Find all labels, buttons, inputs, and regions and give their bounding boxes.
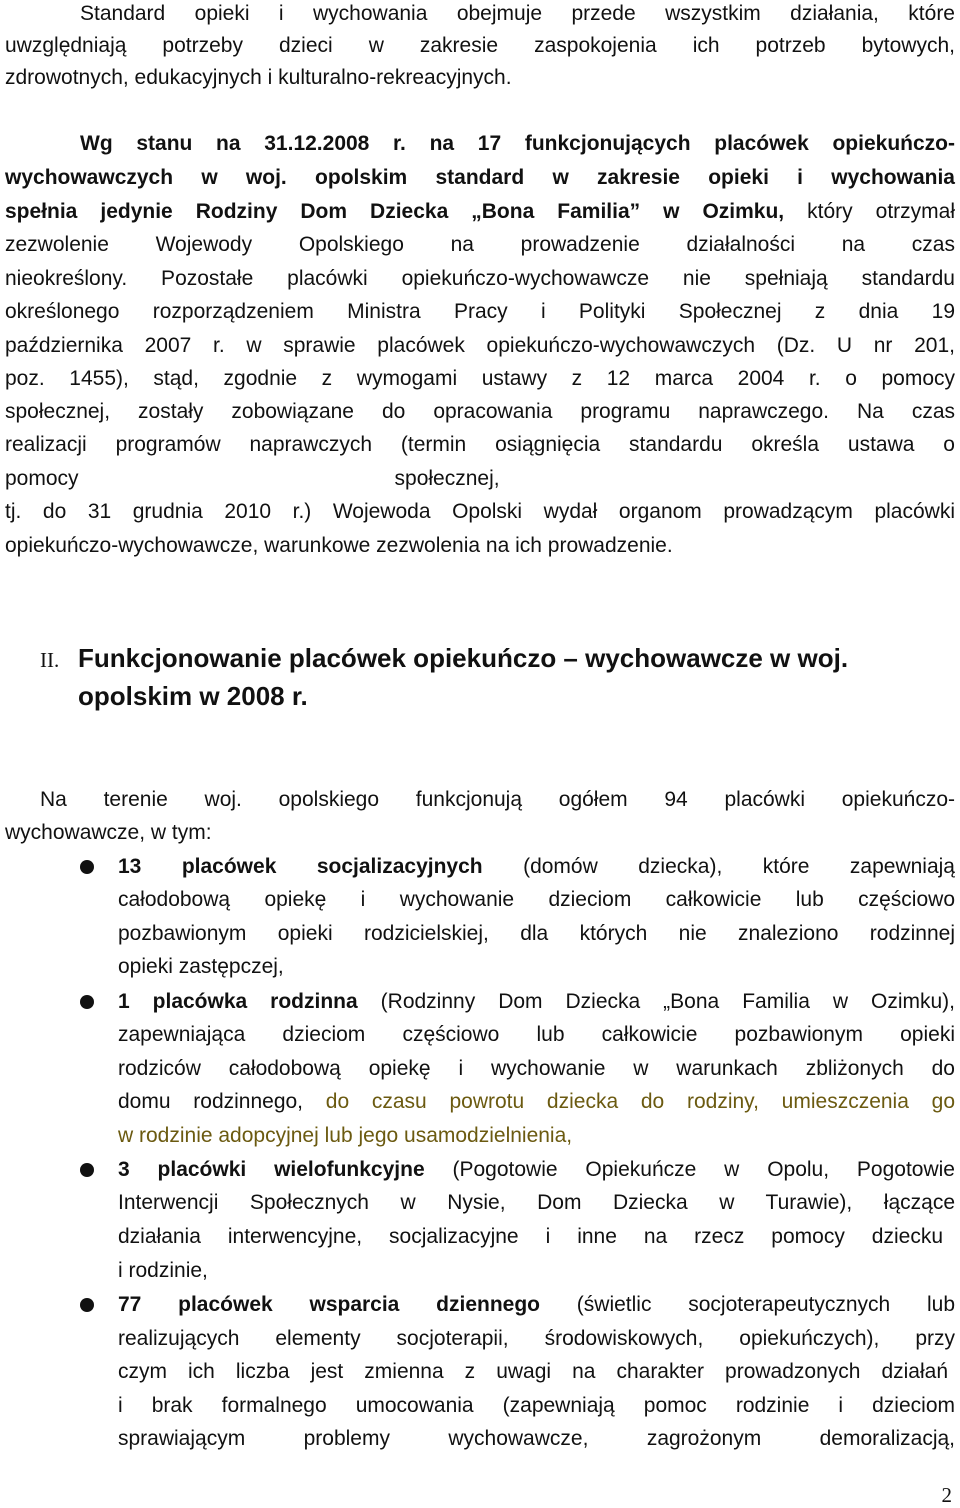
para2-line-12: tj. do 31 grudnia 2010 r.) Wojewoda Opolski wydał organom prowadzącym placówki <box>5 500 955 523</box>
list-item-2-bold: 1 placówka rodzinna <box>118 990 358 1013</box>
list-item-1-line-3: pozbawionym opieki rodzicielskiej, dla których nie znaleziono rodzinnej <box>118 922 955 945</box>
para3-line-2: wychowawcze, w tym: <box>5 821 212 844</box>
para3-line-1: Na terenie woj. opolskiego funkcjonują ogółem 94 placówki opiekuńczo- <box>40 788 955 811</box>
list-item-3-line-4: i rodzinie, <box>118 1259 208 1282</box>
list-item-4-line-3: czym ich liczba jest zmienna z uwagi na charakter prowadzonych działań <box>118 1360 948 1383</box>
list-item-4-line-4: i brak formalnego umocowania (zapewniają pomoc rodzinie i dzieciom <box>118 1394 955 1417</box>
para2-line-6: określonego rozporządzeniem Ministra Pracy i Polityki Społecznej z dnia 19 <box>5 300 955 323</box>
para2-line-13: opiekuńczo-wychowawcze, warunkowe zezwolenia na ich prowadzenie. <box>5 534 673 557</box>
intro-line-3: zdrowotnych, edukacyjnych i kulturalno-rekreacyjnych. <box>5 66 512 89</box>
para2-line-8: poz. 1455), stąd, zgodnie z wymogami ustawy z 12 marca 2004 r. o pomocy <box>5 367 955 390</box>
para2-line-4: zezwolenie Wojewody Opolskiego na prowadzenie działalności na czas <box>5 233 955 256</box>
list-item-1-bold: 13 placówek socjalizacyjnych <box>118 855 483 878</box>
para2-line-11 <box>5 465 955 493</box>
list-item-2-line-4 <box>118 1088 955 1116</box>
intro-line-2: uwzględniają potrzeby dzieci w zakresie zaspokojenia ich potrzeb bytowych, <box>5 34 955 57</box>
list-item-2-line-5: w rodzinie adopcyjnej lub jego usamodzielnienia, <box>118 1124 573 1147</box>
list-item-3-rest: (Pogotowie Opiekuńcze w Opolu, Pogotowie <box>424 1158 955 1181</box>
para2-line-11b: społecznej, <box>394 467 500 490</box>
list-item-1-rest: (domów dziecka), które zapewniają <box>482 855 955 878</box>
para2-line-9: społecznej, zostały zobowiązane do opracowania programu naprawczego. Na czas <box>5 400 955 423</box>
list-item-2-line-4b: do czasu powrotu dziecka do rodziny, umieszczenia go <box>303 1090 955 1113</box>
list-item-2-line-2: zapewniająca dzieciom częściowo lub całkowicie pozbawionym opieki <box>118 1023 955 1046</box>
para2-line-7: października 2007 r. w sprawie placówek opiekuńczo-wychowawczych (Dz. U nr 201, <box>5 334 955 357</box>
bullet-icon <box>80 995 94 1009</box>
section-number: II. <box>40 648 60 672</box>
para2-line-3-bold: spełnia jedynie Rodziny Dom Dziecka „Bona Familia” w Ozimku, <box>5 200 785 223</box>
list-item-2-rest: (Rodzinny Dom Dziecka „Bona Familia w Ozimku), <box>357 990 955 1013</box>
para2-line-3 <box>5 198 955 226</box>
section-title-line-2: opolskim w 2008 r. <box>78 681 308 711</box>
para2-line-5: nieokreślony. Pozostałe placówki opiekuńczo-wychowawcze nie spełniają standardu <box>5 267 955 290</box>
para2-line-3-rest: który otrzymał <box>784 200 955 223</box>
list-item-3-line-3: działania interwencyjne, socjalizacyjne i inne na rzecz pomocy dziecku <box>118 1225 943 1248</box>
list-item-1-line-2: całodobową opiekę i wychowanie dzieciom całkowicie lub częściowo <box>118 888 955 911</box>
para2-line-1: Wg stanu na 31.12.2008 r. na 17 funkcjonujących placówek opiekuńczo- <box>80 132 955 155</box>
section-heading <box>40 640 955 676</box>
bullet-icon <box>80 860 94 874</box>
list-item-3-line-2: Interwencji Społecznych w Nysie, Dom Dziecka w Turawie), łączące <box>118 1191 955 1214</box>
para2-line-2: wychowawczych w woj. opolskim standard w zakresie opieki i wychowania <box>5 166 955 189</box>
list-item-4-rest: (świetlic socjoterapeutycznych lub <box>540 1293 956 1316</box>
list-item-2-line-1 <box>118 988 955 1016</box>
section-title-line-1: Funkcjonowanie placówek opiekuńczo – wychowawcze w woj. <box>78 643 849 673</box>
bullet-icon <box>80 1298 94 1312</box>
bullet-icon <box>80 1163 94 1177</box>
list-item-1-line-1 <box>118 853 955 881</box>
list-item-2-line-4a: domu rodzinnego, <box>118 1090 304 1113</box>
list-item-4-line-1 <box>118 1291 955 1319</box>
list-item-4-bold: 77 placówek wsparcia dziennego <box>118 1293 540 1316</box>
list-item-3-bold: 3 placówki wielofunkcyjne <box>118 1158 425 1181</box>
para2-line-11a: pomocy <box>5 467 79 490</box>
page-number: 2 <box>941 1483 952 1507</box>
intro-line-1: Standard opieki i wychowania obejmuje przede wszystkim działania, które <box>80 2 955 25</box>
list-item-4-line-2: realizujących elementy socjoterapii, środowiskowych, opiekuńczych), przy <box>118 1327 955 1350</box>
list-item-3-line-1 <box>118 1156 955 1184</box>
list-item-1-line-4: opieki zastępczej, <box>118 955 284 978</box>
para2-line-10: realizacji programów naprawczych (termin osiągnięcia standardu określa ustawa o <box>5 433 955 456</box>
list-item-2-line-3: rodziców całodobową opiekę i wychowanie w warunkach zbliżonych do <box>118 1057 955 1080</box>
list-item-4-line-5: sprawiającym problemy wychowawcze, zagrożonym demoralizacją, <box>118 1427 955 1450</box>
